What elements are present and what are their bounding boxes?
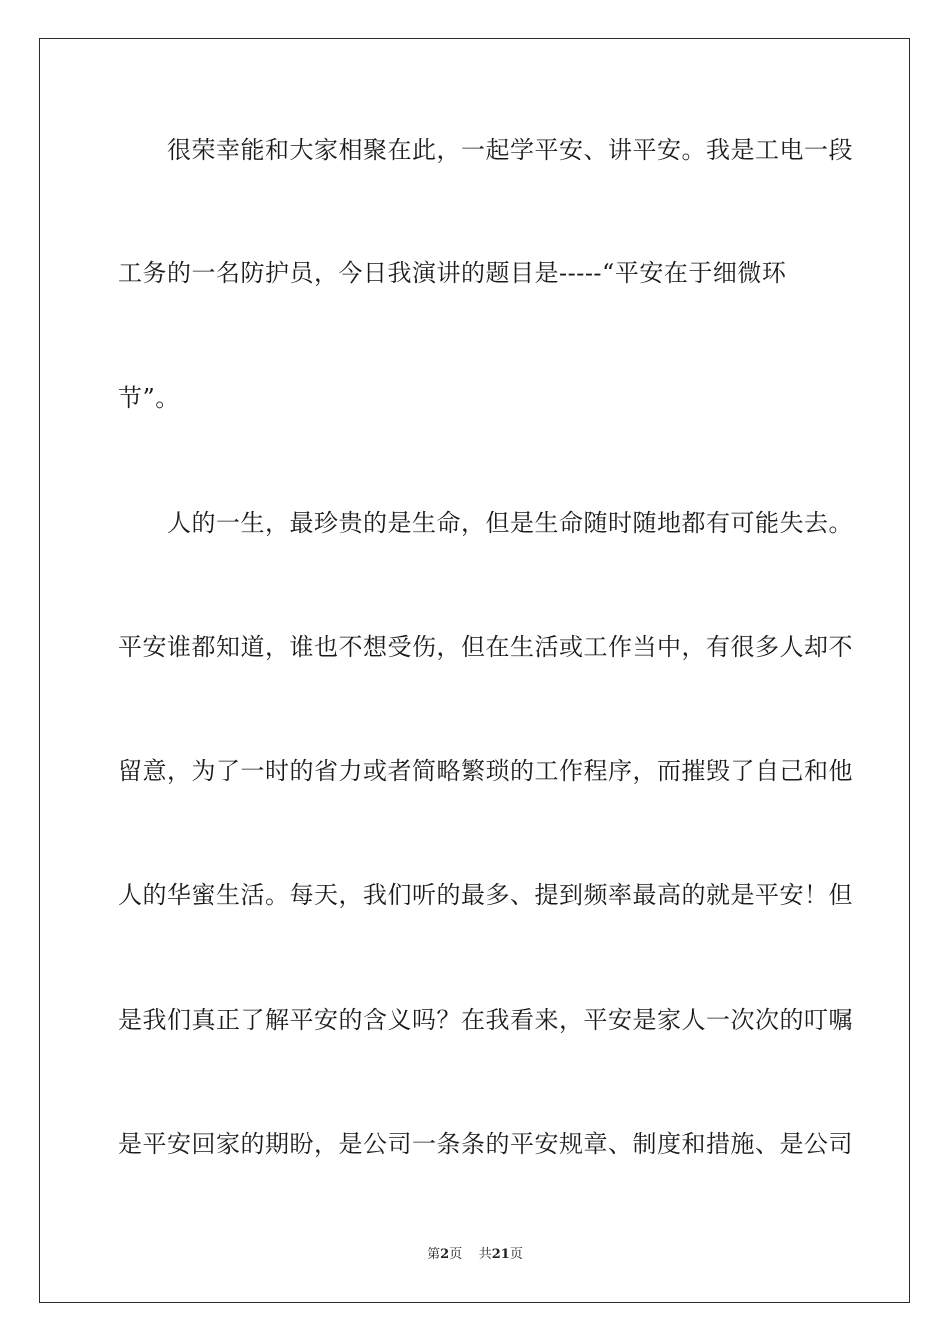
page-prefix: 第 xyxy=(427,1247,441,1262)
paragraph-line: 是平安回家的期盼，是公司一条条的平安规章、制度和措施、是公司 xyxy=(118,1130,853,1158)
total-prefix: 共 xyxy=(478,1247,492,1262)
paragraph-line: 人的华蜜生活。每天，我们听的最多、提到频率最高的就是平安！但 xyxy=(118,881,853,909)
paragraph-line: 留意，为了一时的省力或者简略繁琐的工作程序，而摧毁了自己和他 xyxy=(118,757,853,785)
total-pages: 21 xyxy=(491,1247,510,1262)
paragraph-line: 平安谁都知道，谁也不想受伤，但在生活或工作当中，有很多人却不 xyxy=(118,633,853,661)
paragraph-line: 是我们真正了解平安的含义吗？在我看来，平安是家人一次次的叮嘱 xyxy=(118,1006,853,1034)
page-footer xyxy=(0,1247,950,1263)
page-border xyxy=(39,38,910,1303)
page-suffix: 页 xyxy=(449,1247,463,1262)
page-number: 2 xyxy=(440,1247,450,1262)
paragraph-line: 工务的一名防护员，今日我演讲的题目是-----“平安在于细微环 xyxy=(118,259,787,287)
paragraph-line: 节”。 xyxy=(118,384,180,412)
paragraph-line: 人的一生，最珍贵的是生命，但是生命随时随地都有可能失去。 xyxy=(118,509,853,537)
total-suffix: 页 xyxy=(509,1247,523,1262)
paragraph-line: 很荣幸能和大家相聚在此，一起学平安、讲平安。我是工电一段 xyxy=(118,136,853,164)
